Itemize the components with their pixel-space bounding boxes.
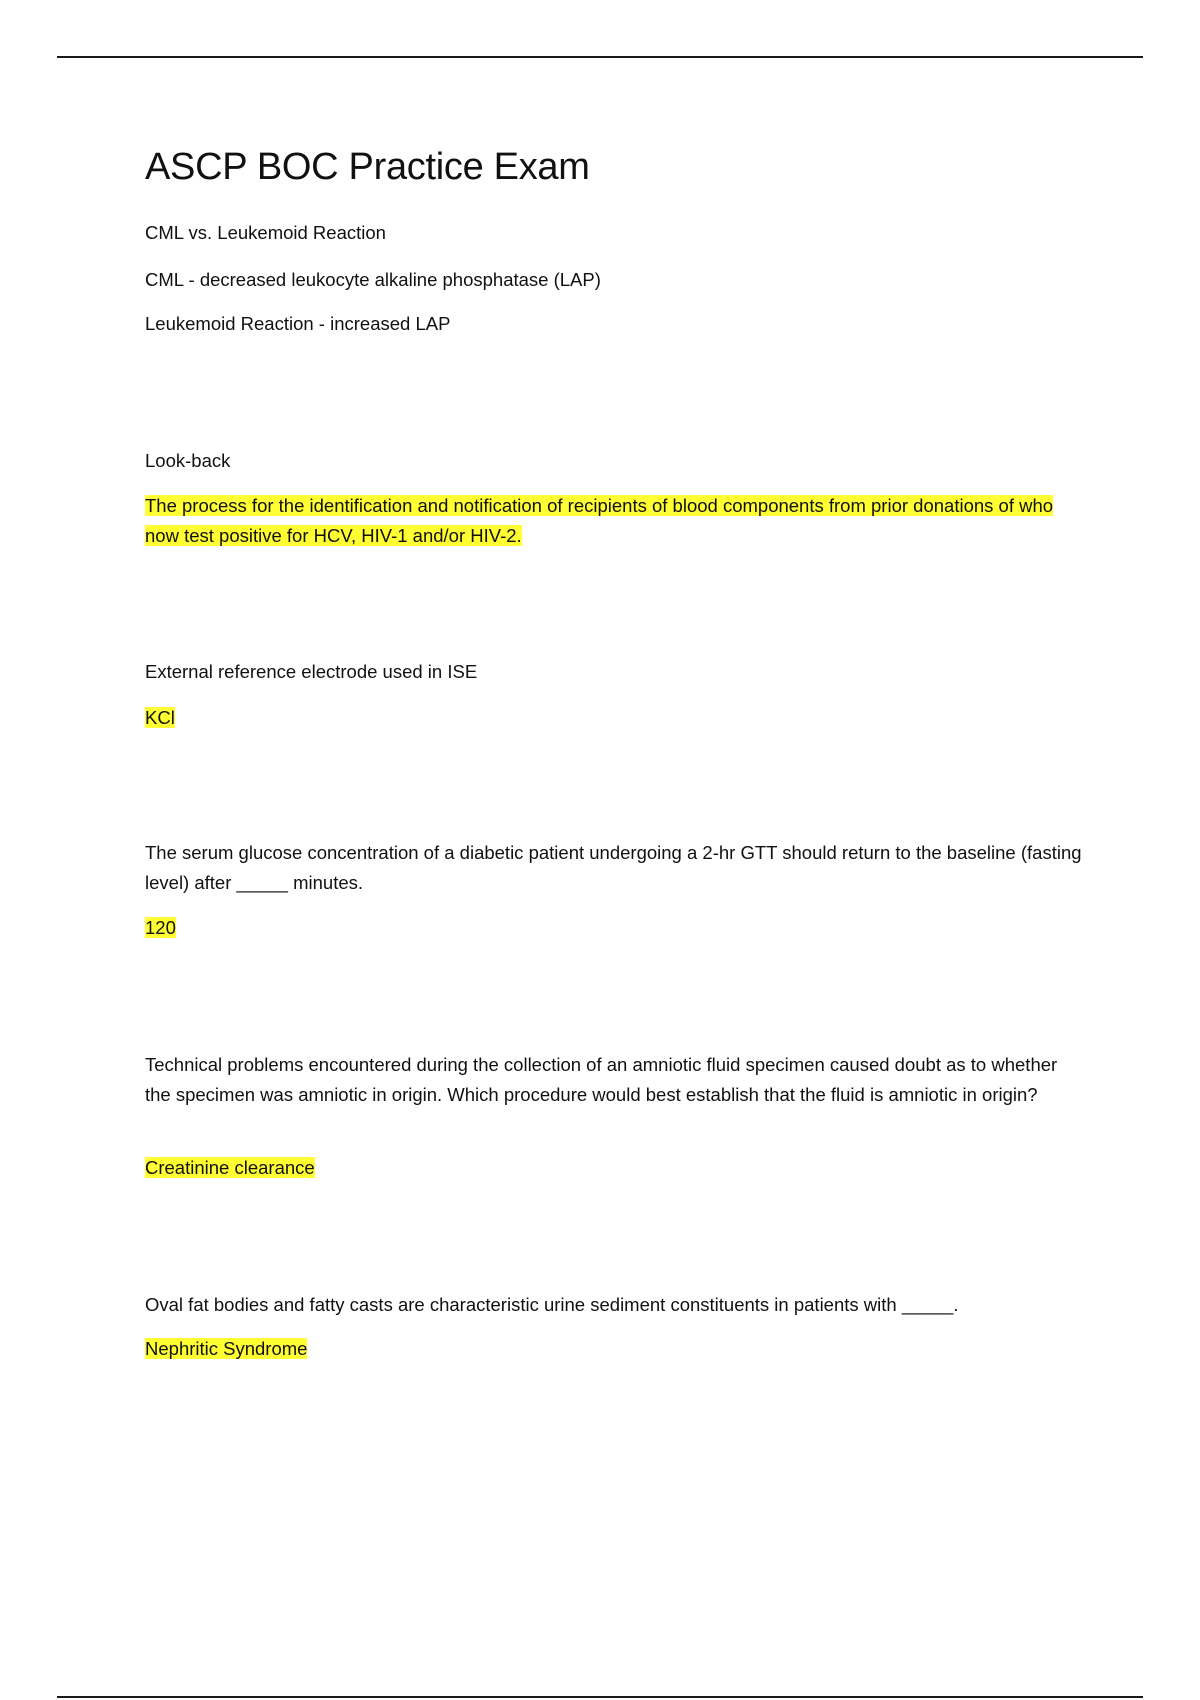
- answer-highlight: 120: [145, 917, 176, 938]
- answer-highlight: Nephritic Syndrome: [145, 1338, 308, 1359]
- answer-highlight: KCl: [145, 707, 175, 728]
- question-amniotic-fluid: Technical problems encountered during the collection of an amniotic fluid specimen caused doubt as to whether the specimen was amniotic in origin. Which procedure would best establish that the fluid is amniotic in origin?: [145, 1054, 1058, 1105]
- question-gtt-baseline: The serum glucose concentration of a diabetic patient undergoing a 2-hr GTT should return to the baseline (fasting level) after _____ minutes.: [145, 842, 1082, 893]
- answer-gtt-baseline: [145, 913, 176, 943]
- answer-highlight: Creatinine clearance: [145, 1157, 315, 1178]
- intro-heading: CML vs. Leukemoid Reaction: [145, 222, 386, 243]
- top-rule: [57, 56, 1143, 58]
- question-oval-fat-bodies: Oval fat bodies and fatty casts are characteristic urine sediment constituents in patients with _____.: [145, 1294, 959, 1315]
- answer-highlight: The process for the identification and notification of recipients of blood components from prior donations of who now test positive for HCV, HIV-1 and/or HIV-2.: [145, 495, 1054, 546]
- answer-look-back: [145, 491, 1085, 551]
- intro-line-leukemoid: Leukemoid Reaction - increased LAP: [145, 313, 451, 334]
- answer-oval-fat-bodies: [145, 1334, 307, 1364]
- intro-line-cml: CML - decreased leukocyte alkaline phosphatase (LAP): [145, 269, 601, 290]
- question-ise-electrode: External reference electrode used in ISE: [145, 661, 478, 682]
- document-title: ASCP BOC Practice Exam: [145, 146, 590, 188]
- answer-ise-electrode: [145, 703, 175, 733]
- answer-amniotic-fluid: [145, 1153, 315, 1183]
- bottom-rule: [57, 1696, 1143, 1698]
- question-look-back: Look-back: [145, 450, 231, 471]
